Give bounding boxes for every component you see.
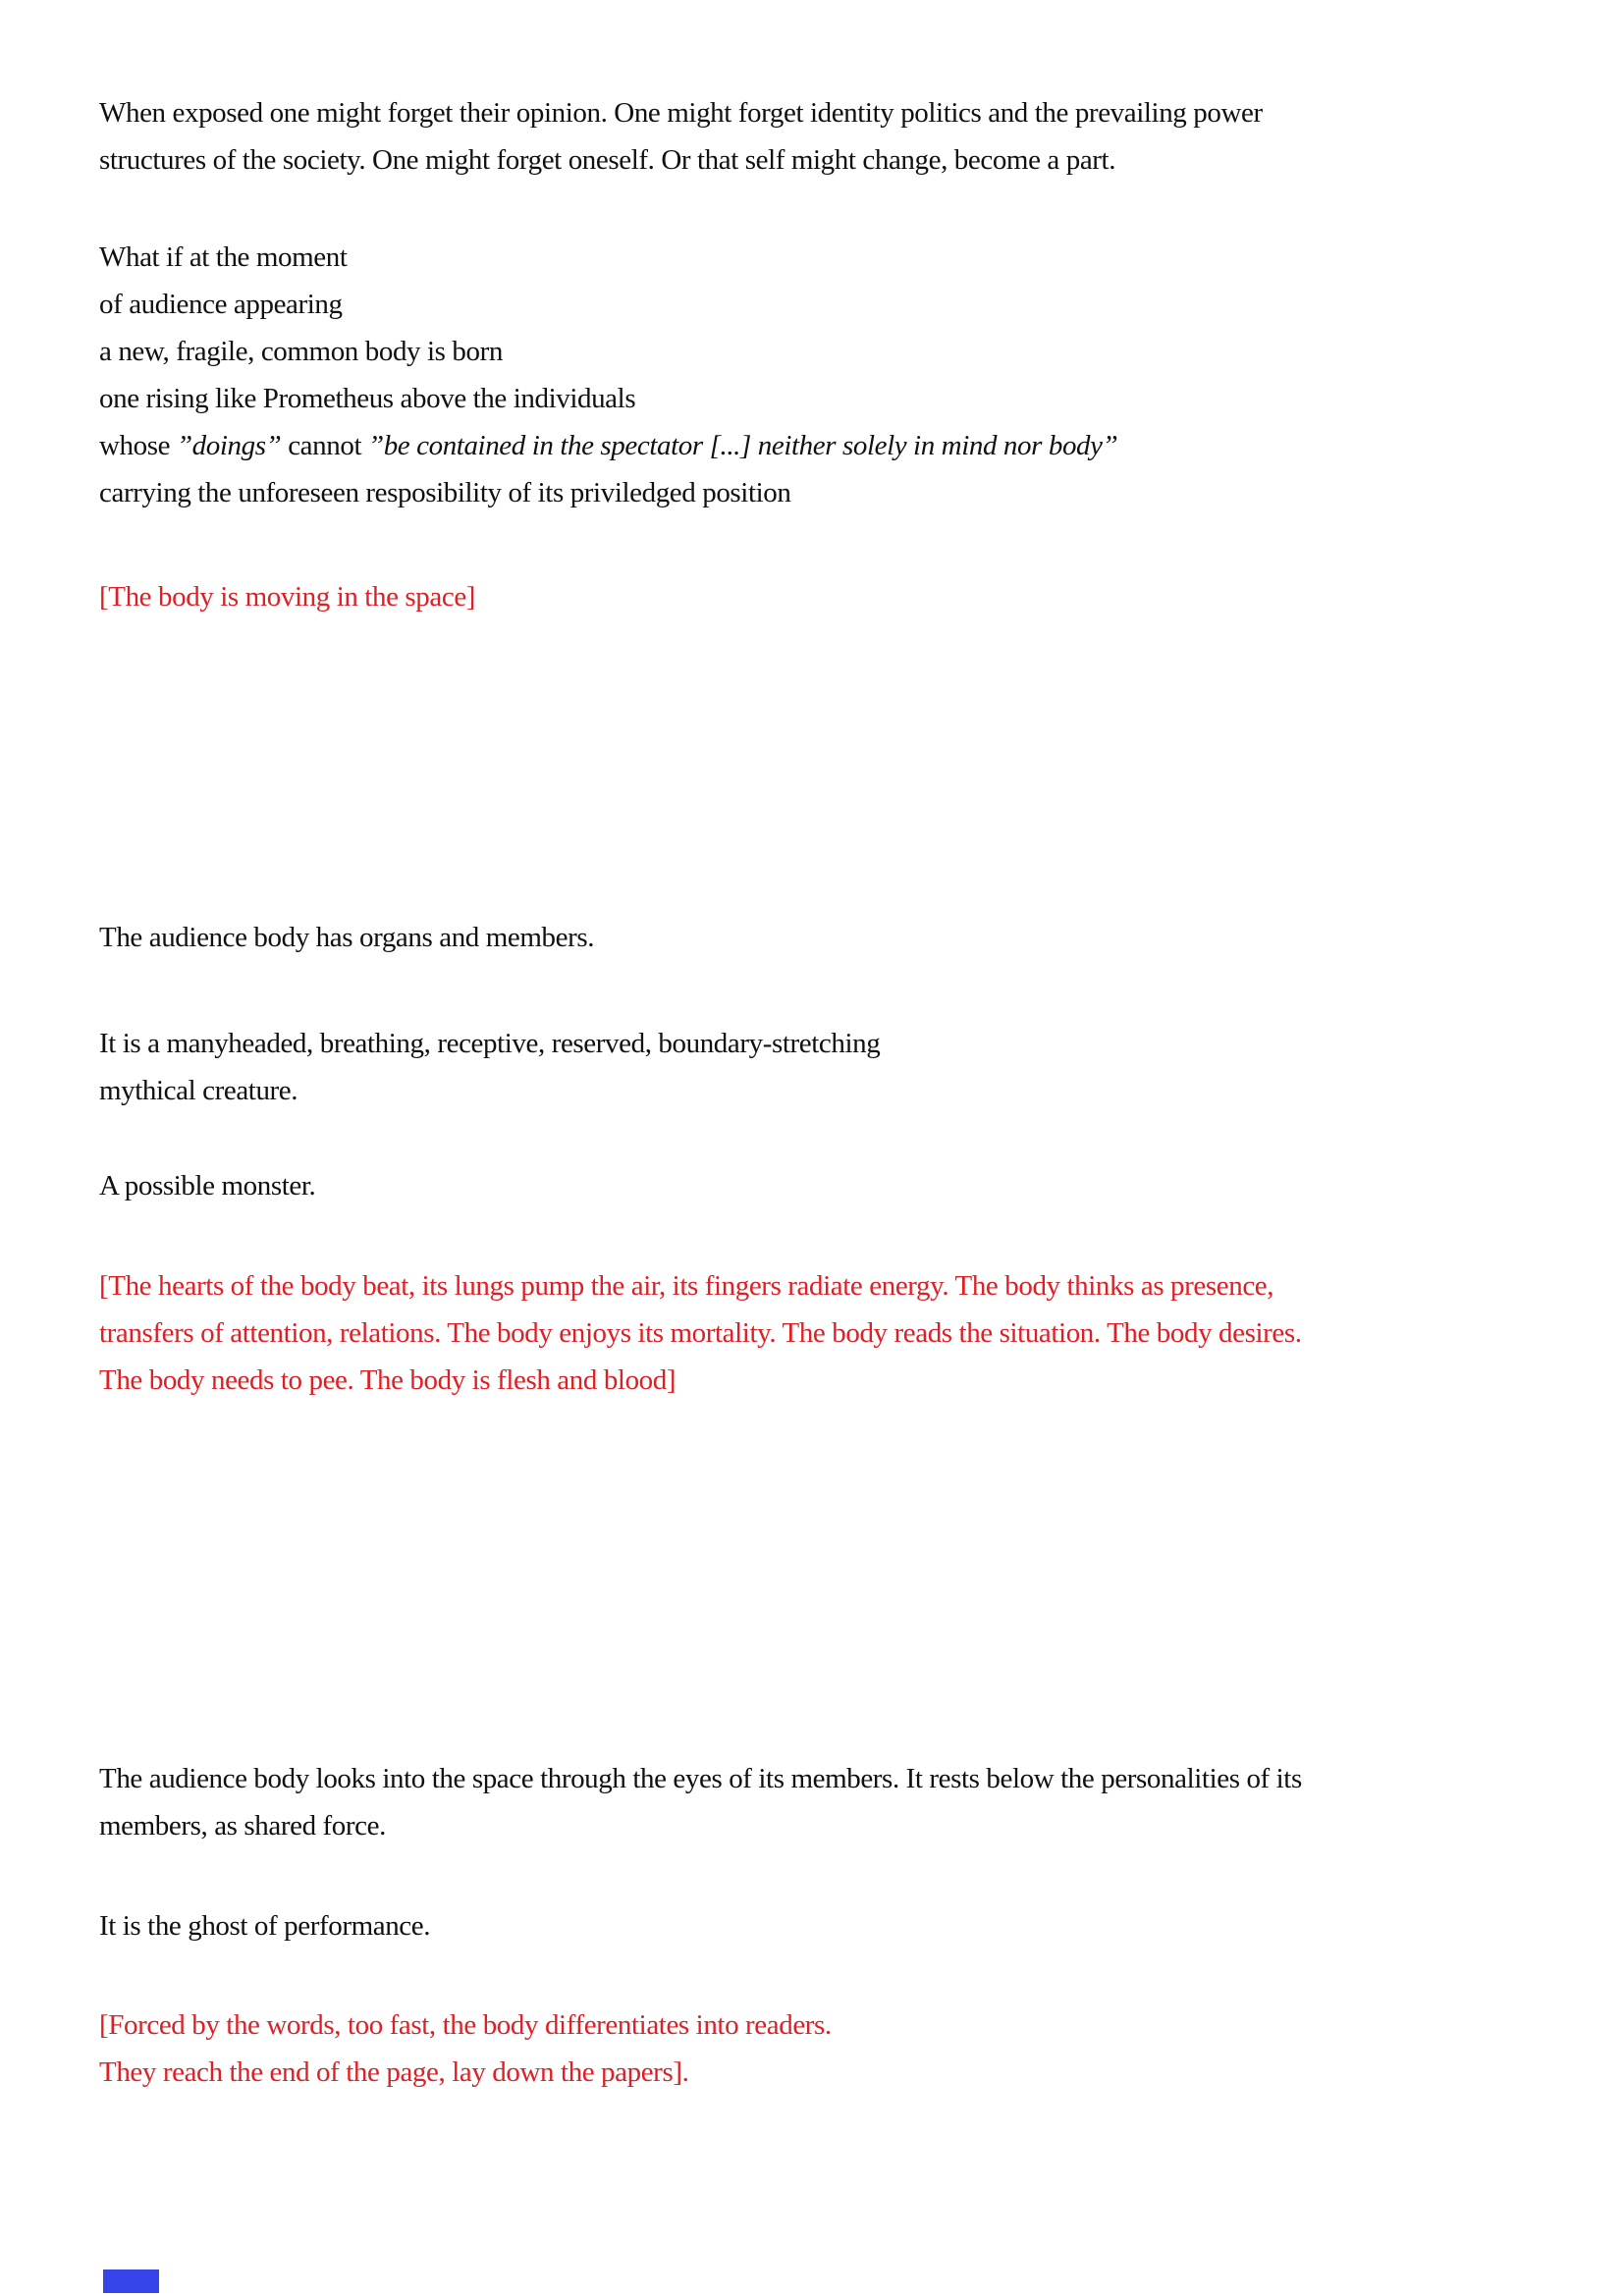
paragraph-possible-monster: A possible monster.	[99, 1170, 316, 1201]
paragraph-ghost-of-performance: It is the ghost of performance.	[99, 1910, 431, 1942]
poem-what-if: What if at the moment of audience appearing a new, fragile, common body is born one rising like Prometheus above the individuals whose ”doings” cannot ”be contained in the spectator [...] neither solely in mind nor body” carrying the unforeseen resposibility of its priviledged position	[99, 241, 1118, 508]
paragraph-looks-into-space: The audience body looks into the space through the eyes of its members. It rests below the personalities of its members, as shared force.	[99, 1763, 1302, 1842]
stage-direction-body-moving: [The body is moving in the space]	[99, 581, 476, 613]
paragraph-organs-members: The audience body has organs and members.	[99, 922, 595, 953]
stage-direction-hearts-beat: [The hearts of the body beat, its lungs pump the air, its fingers radiate energy. The body thinks as presence, transfers of attention, relations. The body enjoys its mortality. The body reads the situation. The body desires. The body needs to pee. The body is flesh and blood]	[99, 1270, 1302, 1396]
stage-direction-forced-by-words: [Forced by the words, too fast, the body differentiates into readers. They reach the end of the page, lay down the papers].	[99, 2009, 832, 2088]
blue-cursor-marker	[103, 2269, 159, 2293]
paragraph-mythical-creature: It is a manyheaded, breathing, receptive, reserved, boundary-stretching mythical creature.	[99, 1028, 881, 1106]
paragraph-intro: When exposed one might forget their opinion. One might forget identity politics and the prevailing power structures of the society. One might forget oneself. Or that self might change, become a part.	[99, 97, 1263, 176]
